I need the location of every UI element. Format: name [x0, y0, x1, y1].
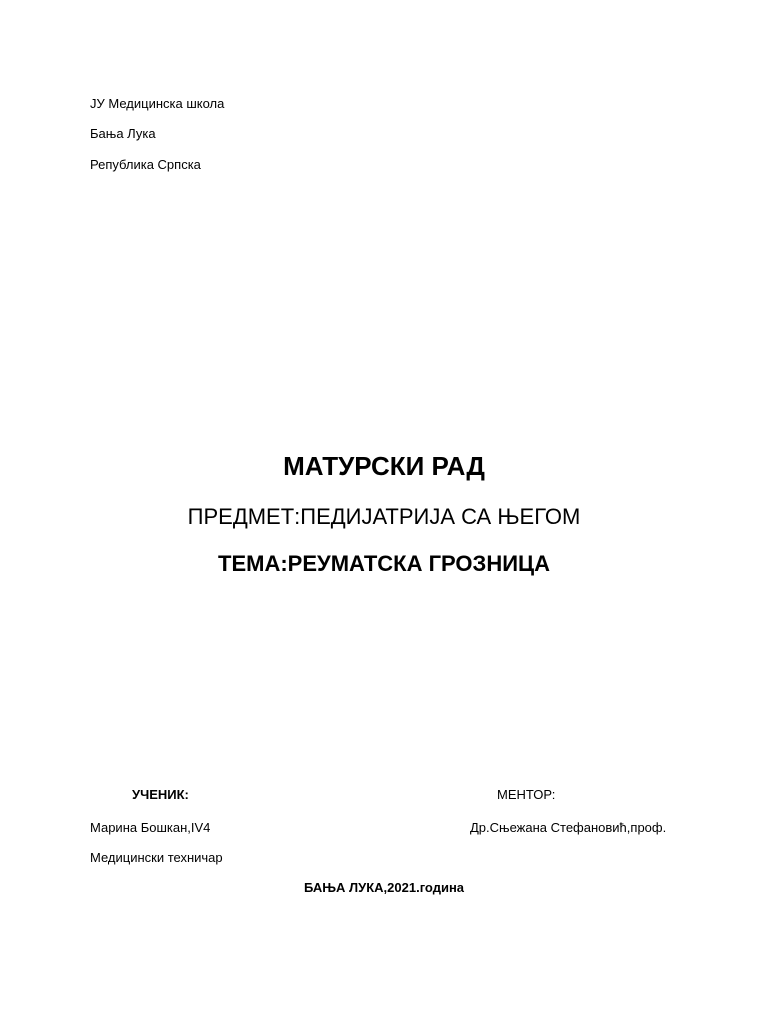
student-program: Медицински техничар [90, 850, 223, 865]
country-name: Република Српска [90, 157, 201, 172]
topic-line: ТЕМА:РЕУМАТСКА ГРОЗНИЦА [218, 551, 550, 576]
student-name: Марина Бошкан,IV4 [90, 820, 211, 835]
place-and-year: БАЊА ЛУКА,2021.година [303, 880, 465, 895]
institution-name: ЈУ Медицинска школа [90, 96, 225, 111]
mentor-label: МЕНТОР: [497, 787, 556, 802]
document-title: МАТУРСКИ РАД [283, 451, 485, 481]
mentor-name: Др.Сњежана Стефановић,проф. [470, 820, 667, 835]
city-name: Бања Лука [90, 126, 156, 141]
student-label: УЧЕНИК: [132, 787, 189, 802]
subject-line: ПРЕДМЕТ:ПЕДИЈАТРИЈА СА ЊЕГОМ [187, 504, 581, 529]
